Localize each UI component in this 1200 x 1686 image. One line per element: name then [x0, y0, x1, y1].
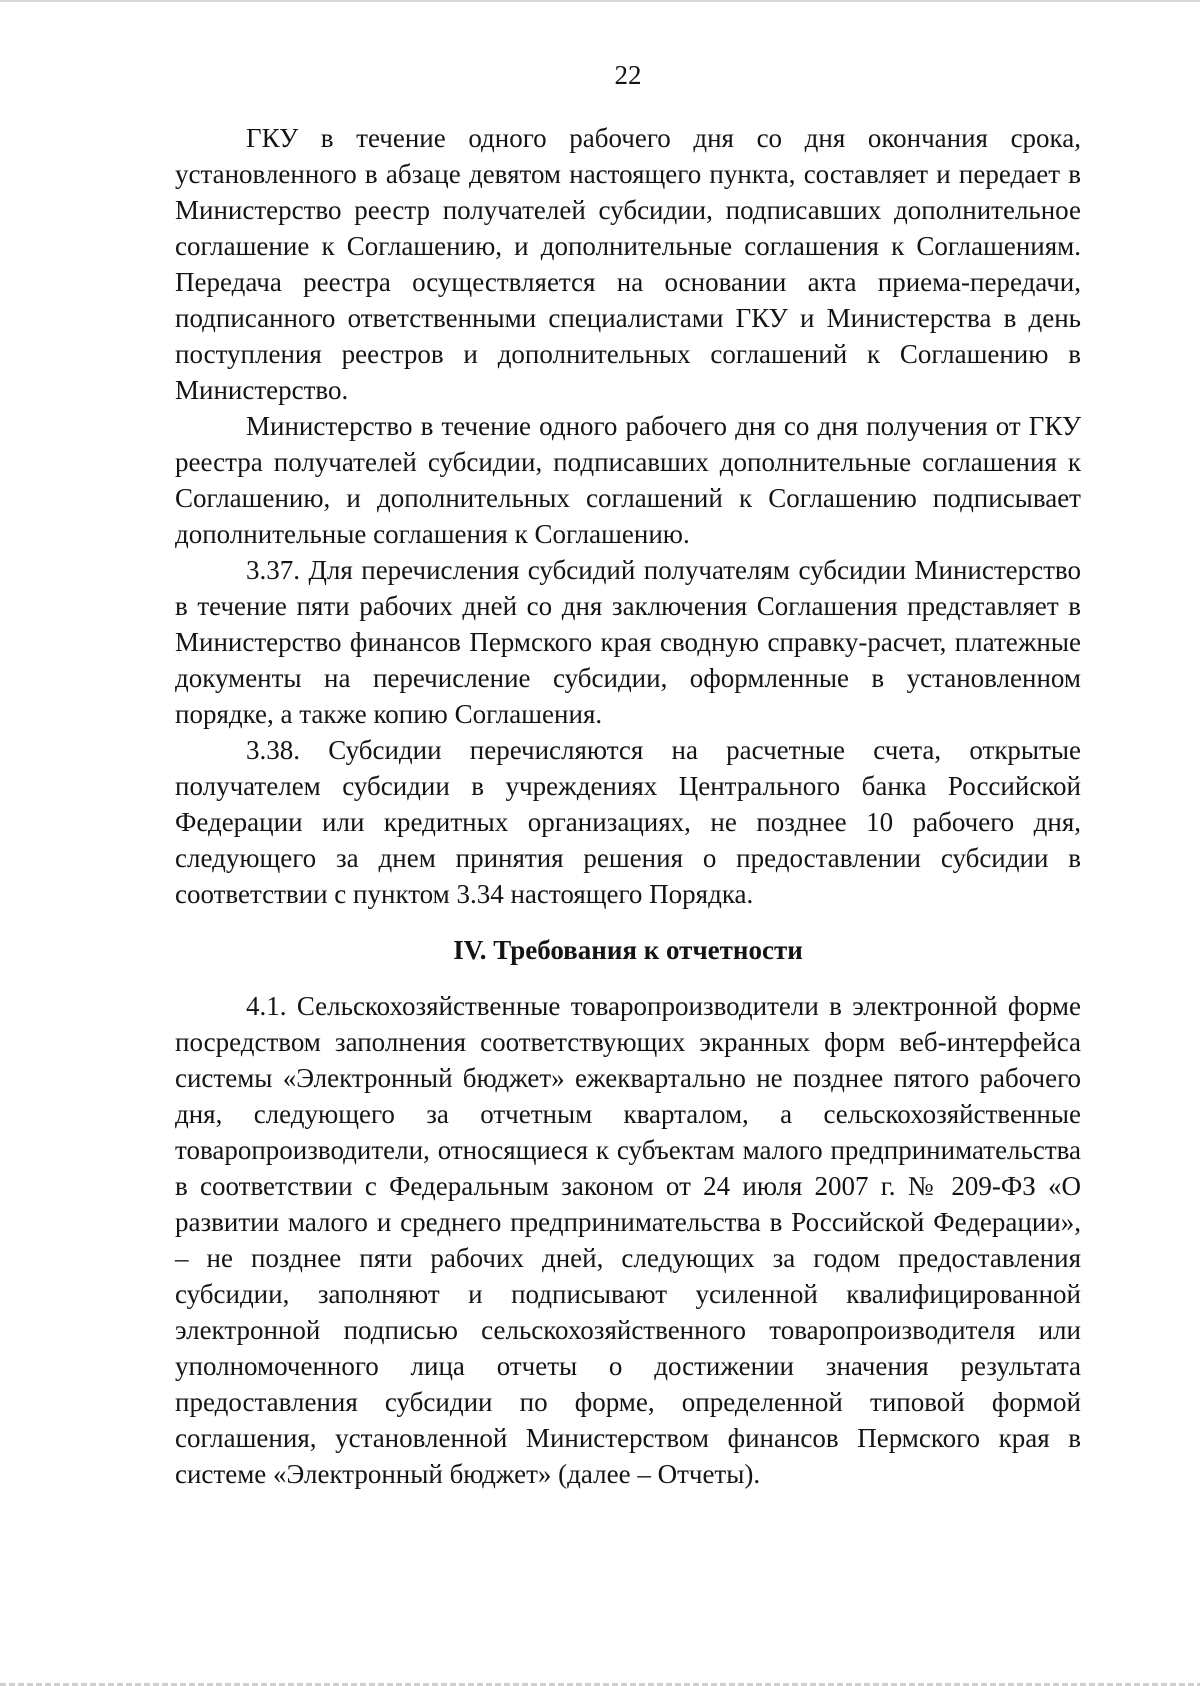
paragraph-4-1: 4.1. Сельскохозяйственные товаропроизводители в электронной форме посредством заполнения соответствующих экранных форм веб-интерфейса системы «Электронный бюджет» ежеквартально не позднее пятого рабочего дня, следующего за отчетным кварталом, а сельскохозяйственные товаропроизводители, относящиеся к субъектам малого предпринимательства в соответствии с Федеральным законом от 24 июля 2007 г. № 209-ФЗ «О развитии малого и среднего предпринимательства в Российской Федерации», – не позднее пяти рабочих дней, следующих за годом предоставления субсидии, заполняют и подписывают усиленной квалифицированной электронной подписью сельскохозяйственного товаропроизводителя или уполномоченного лица отчеты о достижении значения результата предоставления субсидии по форме, определенной типовой формой соглашения, установленной Министерством финансов Пермского края в системе «Электронный бюджет» (далее – Отчеты). [175, 991, 1081, 1489]
paragraph-3-38: 3.38. Субсидии перечисляются на расчетные счета, открытые получателем субсидии в учреждениях Центрального банка Российской Федерации или кредитных организациях, не позднее 10 рабочего дня, следующего за днем принятия решения о предоставлении субсидии в соответствии с пунктом 3.34 настоящего Порядка. [175, 735, 1081, 909]
page-number: 22 [614, 60, 642, 90]
section-heading: IV. Требования к отчетности [453, 935, 803, 965]
paragraph-gku-registry: ГКУ в течение одного рабочего дня со дня окончания срока, установленного в абзаце девятом настоящего пункта, составляет и передает в Министерство реестр получателей субсидии, подписавших дополнительное соглашение к Соглашению, и дополнительные соглашения к Соглашениям. Передача реестра осуществляется на основании акта приема-передачи, подписанного ответственными специалистами ГКУ и Министерства в день поступления реестров и дополнительных соглашений к Соглашению в Министерство. [175, 123, 1081, 405]
document-body [175, 120, 1081, 1492]
paragraph-3-37: 3.37. Для перечисления субсидий получателям субсидии Министерство в течение пяти рабочих дней со дня заключения Соглашения представляет в Министерство финансов Пермского края сводную справку-расчет, платежные документы на перечисление субсидии, оформленные в установленном порядке, а также копию Соглашения. [175, 555, 1081, 729]
paragraph-ministry-signing: Министерство в течение одного рабочего дня со дня получения от ГКУ реестра получателей субсидии, подписавших дополнительные соглашения к Соглашению, и дополнительных соглашений к Соглашению подписывает дополнительные соглашения к Соглашению. [175, 411, 1081, 549]
scan-edge-top [0, 0, 1200, 2]
